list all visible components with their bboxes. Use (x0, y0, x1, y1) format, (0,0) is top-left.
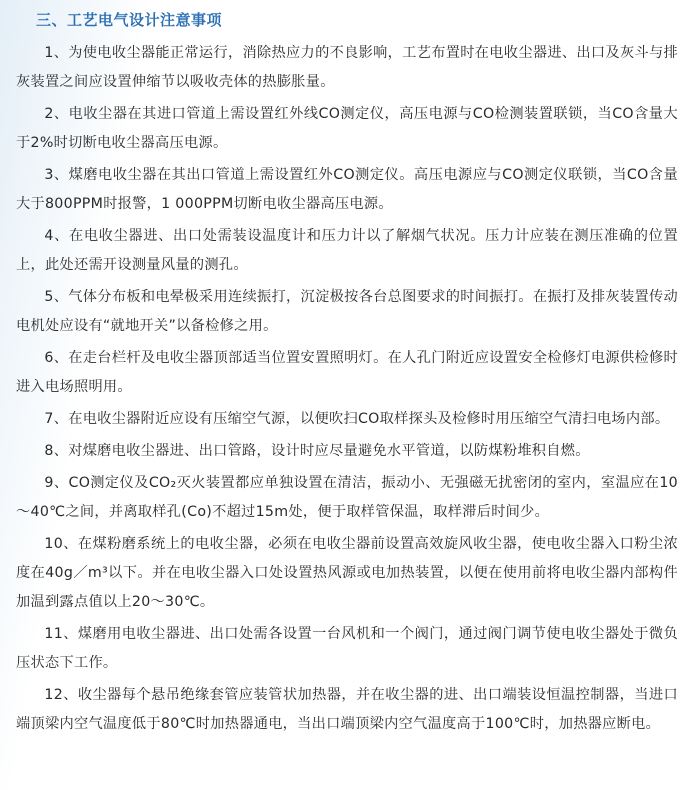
paragraph-item-6: 6、在走台栏杆及电收尘器顶部适当位置安置照明灯。在人孔门附近应设置安全检修灯电源供检修时进入电场照明用。 (16, 350, 678, 395)
paragraph-item-5: 5、气体分布板和电晕极采用连续振打，沉淀极按各台总图要求的时间振打。在振打及排灰装置传动电机处应设有“就地开关”以备检修之用。 (16, 289, 678, 334)
paragraph-item-12: 12、收尘器每个悬吊绝缘套管应装管状加热器，并在收尘器的进、出口端装设恒温控制器，当进口端顶梁内空气温度低于80℃时加热器通电，当出口端顶梁内空气温度高于100℃时，加热器应断电。 (16, 687, 678, 732)
paragraph-item-9: 9、CO测定仪及CO₂灭火装置都应单独设置在清洁，振动小、无强磁无扰密闭的室内，室温应在10～40℃之间，并离取样孔(Co)不超过15m处，便于取样管保温，取样滞后时间少。 (16, 475, 678, 520)
paragraph-item-1: 1、为使电收尘器能正常运行，消除热应力的不良影响，工艺布置时在电收尘器进、出口及灰斗与排灰装置之间应设置伸缩节以吸收壳体的热膨胀量。 (16, 45, 678, 90)
paragraph-item-11: 11、煤磨用电收尘器进、出口处需各设置一台风机和一个阀门，通过阀门调节使电收尘器处于微负压状态下工作。 (16, 626, 678, 671)
paragraph-item-10: 10、在煤粉磨系统上的电收尘器，必须在电收尘器前设置高效旋风收尘器，使电收尘器入口粉尘浓度在40g／m³以下。并在电收尘器入口处设置热风源或电加热装置，以便在使用前将电收尘器内部构件加温到露点值以上20～30℃。 (16, 536, 678, 610)
paragraph-item-8: 8、对煤磨电收尘器进、出口管路，设计时应尽量避免水平管道，以防煤粉堆积自燃。 (44, 443, 590, 459)
paragraph-item-7: 7、在电收尘器附近应设有压缩空气源，以便吹扫CO取样探头及检修时用压缩空气清扫电场内部。 (44, 411, 670, 427)
paragraph-item-2: 2、电收尘器在其进口管道上需设置红外线CO测定仪，高压电源与CO检测装置联锁，当CO含量大于2%时切断电收尘器高压电源。 (16, 106, 678, 151)
section-title: 三、工艺电气设计注意事项 (36, 11, 223, 29)
paragraph-item-4: 4、在电收尘器进、出口处需装设温度计和压力计以了解烟气状况。压力计应装在测压准确的位置上，此处还需开设测量风量的测孔。 (16, 228, 678, 273)
paragraph-item-3: 3、煤磨电收尘器在其出口管道上需设置红外CO测定仪。高压电源应与CO测定仪联锁，当CO含量大于800PPM时报警，1 000PPM切断电收尘器高压电源。 (16, 167, 678, 212)
